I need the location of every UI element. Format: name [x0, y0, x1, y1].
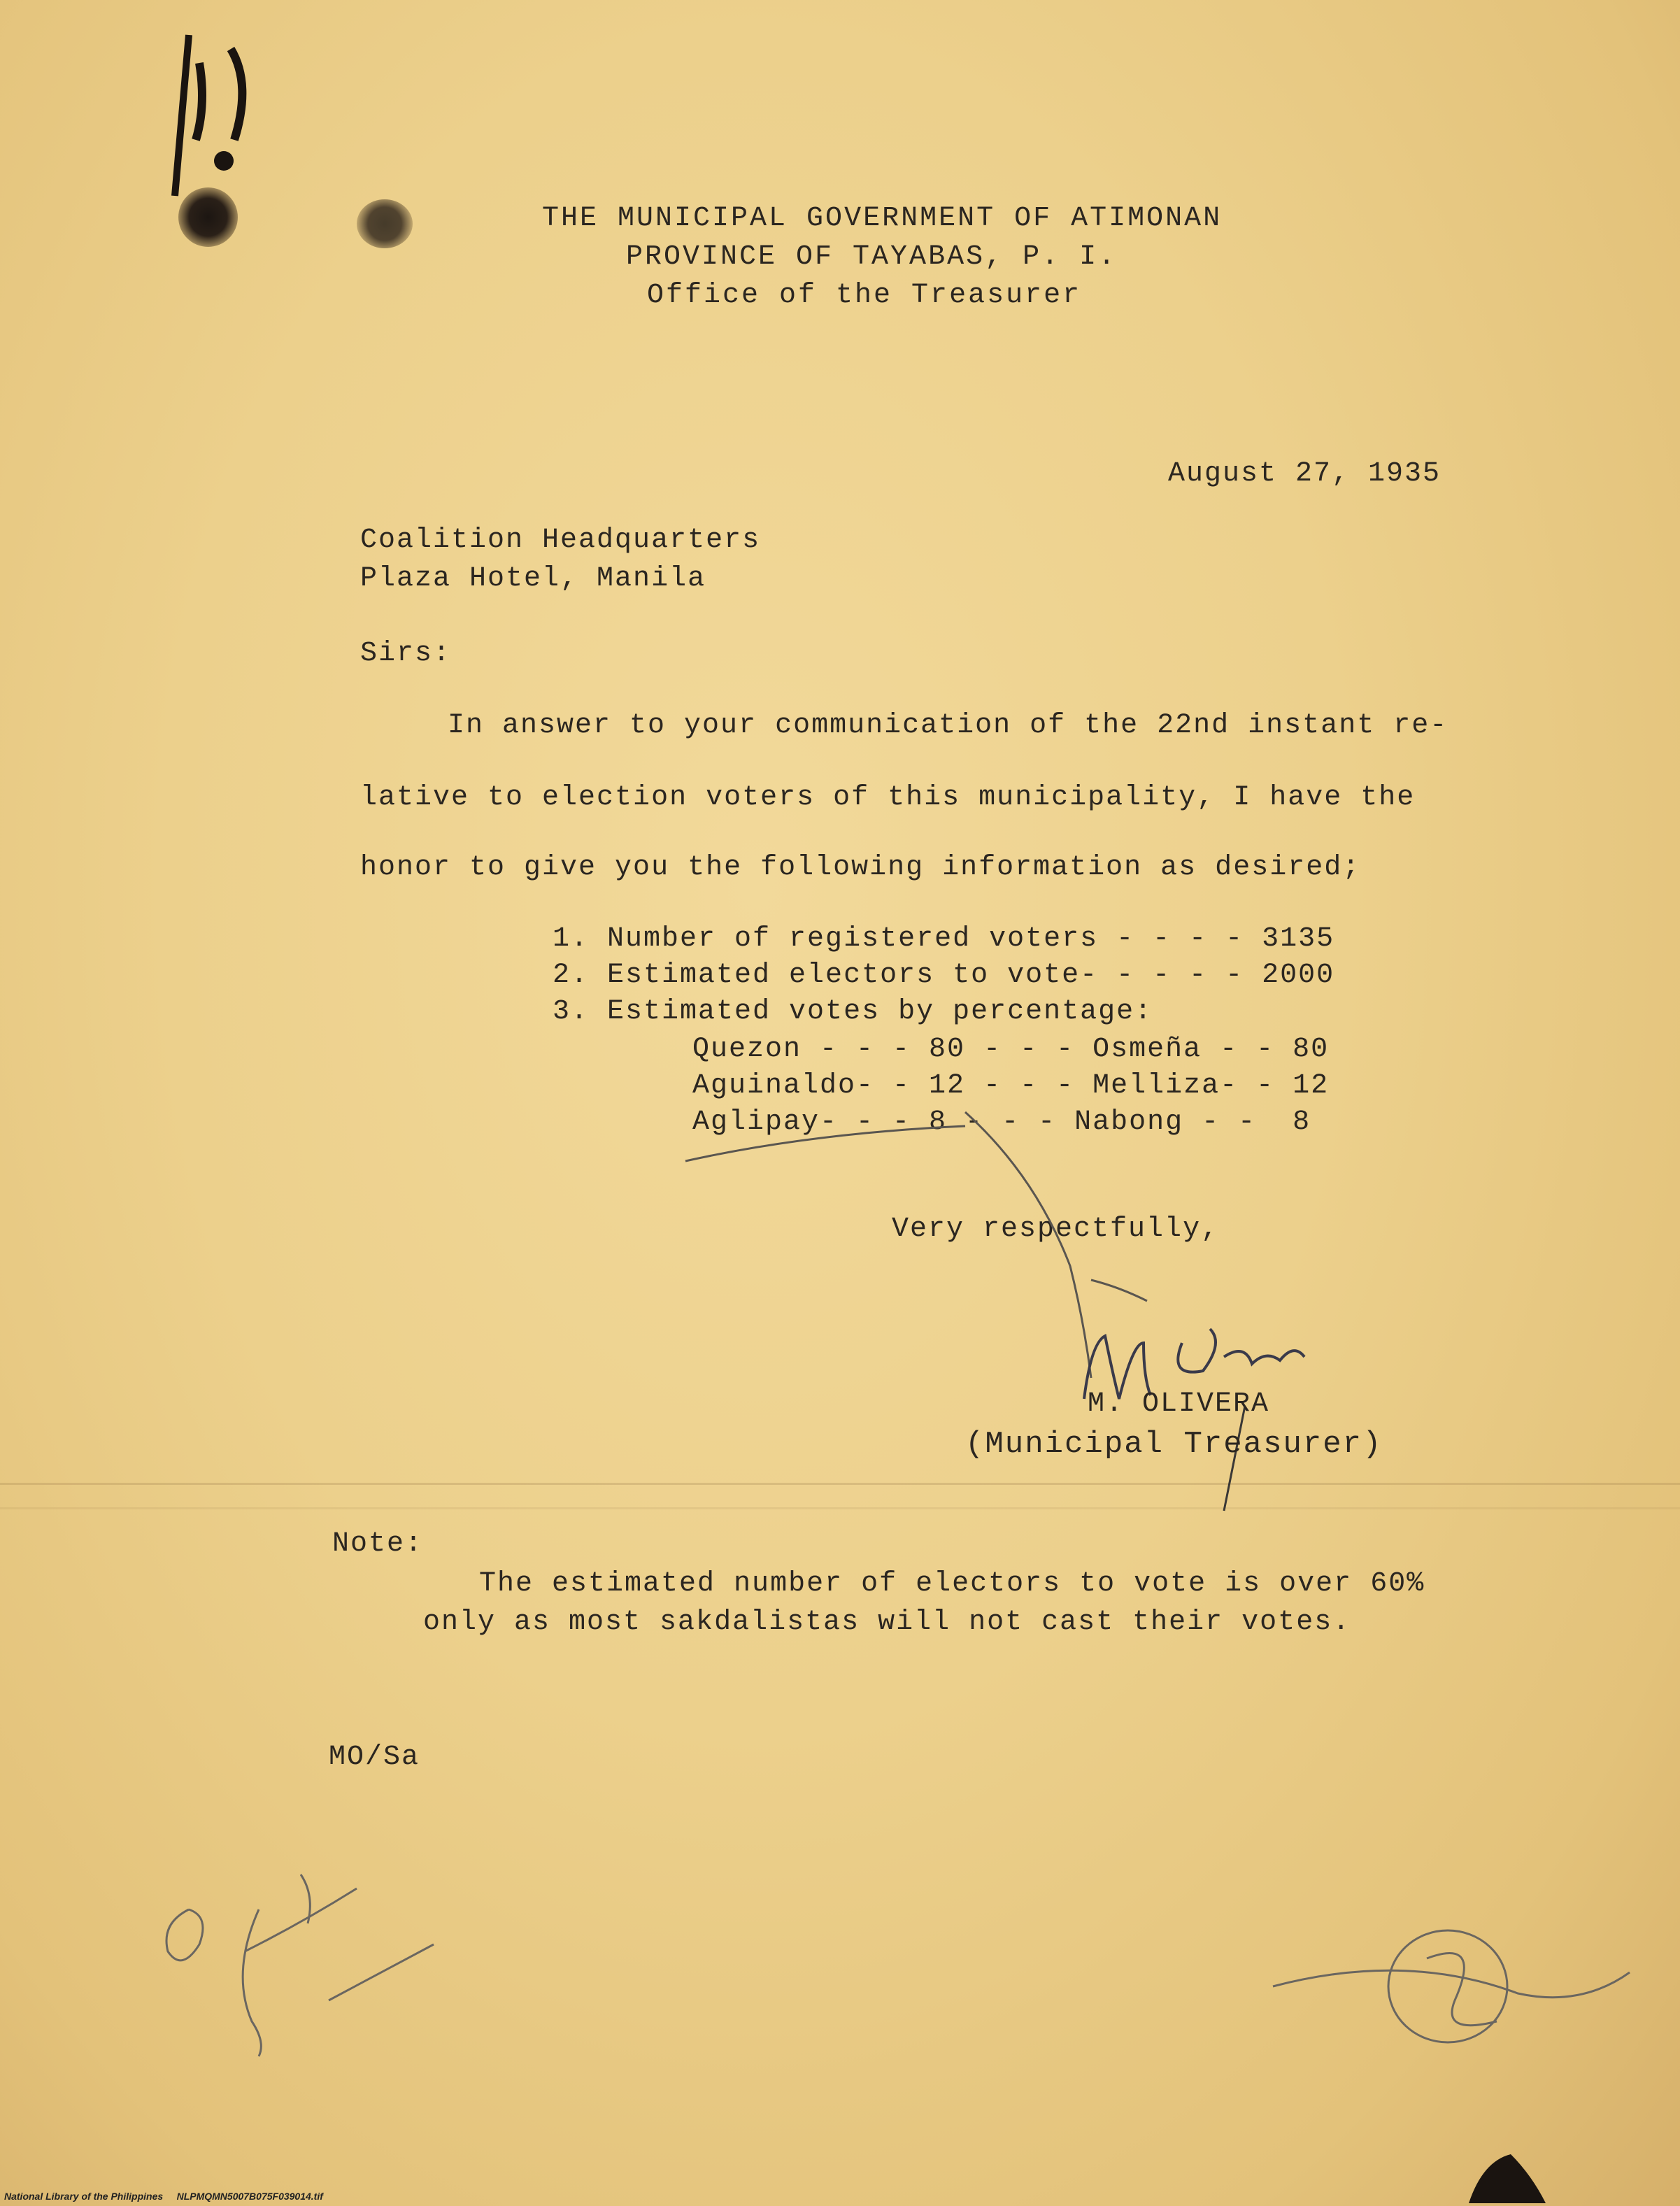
body-line-1: In answer to your communication of the 22nd instant re-	[448, 710, 1448, 741]
percentage-row: Aglipay- - - 8 - - - Nabong - - 8	[692, 1106, 1311, 1138]
list-item: 1. Number of registered voters - - - - 3135	[553, 923, 1335, 955]
percentage-row: Quezon - - - 80 - - - Osmeña - - 80	[692, 1034, 1330, 1065]
closing: Very respectfully,	[892, 1214, 1220, 1245]
salutation: Sirs:	[360, 638, 452, 669]
signatory-name: M. OLIVERA	[1088, 1388, 1270, 1420]
pencil-scribble-left	[147, 1833, 469, 2063]
body-line-3: honor to give you the following information as desired;	[360, 852, 1361, 883]
addressee-line-1: Coalition Headquarters	[360, 525, 761, 556]
ink-smudge-corner	[1441, 2133, 1553, 2206]
reference-initials: MO/Sa	[329, 1742, 420, 1773]
signatory-title: (Municipal Treasurer)	[965, 1427, 1383, 1462]
letterhead-line-3: Office of the Treasurer	[647, 280, 1082, 311]
addressee-line-2: Plaza Hotel, Manila	[360, 563, 706, 595]
percentage-row: Aguinaldo- - 12 - - - Melliza- - 12	[692, 1070, 1330, 1102]
letter-date: August 27, 1935	[1168, 458, 1441, 490]
list-item: 2. Estimated electors to vote- - - - - 2000	[553, 960, 1335, 991]
letterhead-line-2: PROVINCE OF TAYABAS, P. I.	[626, 241, 1118, 273]
note-label: Note:	[332, 1528, 424, 1560]
ink-stain	[357, 199, 413, 248]
ink-smudge-marks	[147, 21, 273, 203]
note-line-2: only as most sakdalistas will not cast their votes.	[423, 1607, 1351, 1638]
body-line-2: lative to election voters of this municipality, I have the	[360, 782, 1416, 813]
letterhead-line-1: THE MUNICIPAL GOVERNMENT OF ATIMONAN	[542, 203, 1223, 234]
note-line-1: The estimated number of electors to vote is over 60%	[479, 1568, 1425, 1600]
list-item: 3. Estimated votes by percentage:	[553, 996, 1153, 1027]
scan-footer: National Library of the Philippines NLPMQMN5007B075F039014.tif	[4, 2191, 323, 2202]
pencil-scribble-right	[1266, 1881, 1658, 2077]
